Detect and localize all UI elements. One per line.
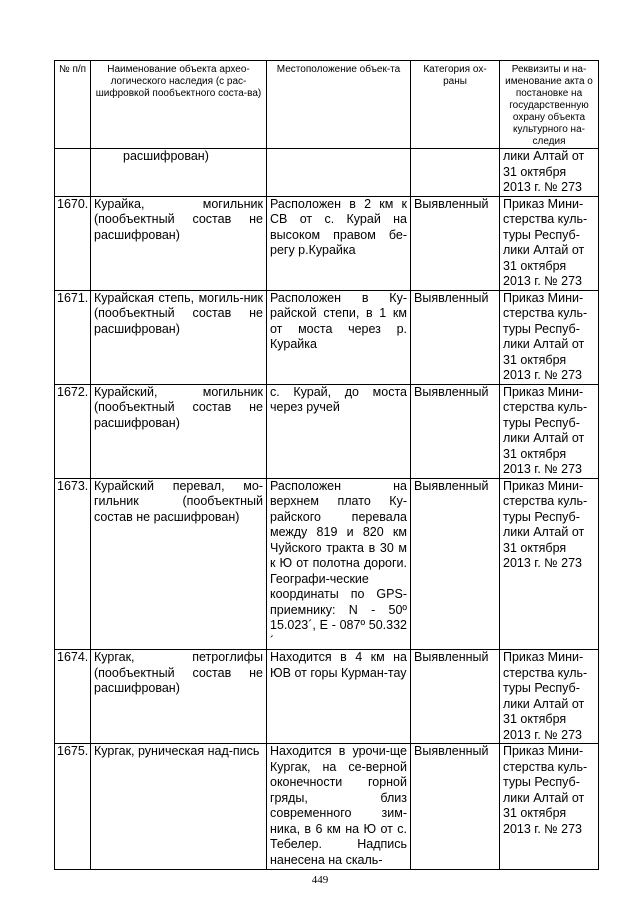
cell-num: 1671.: [55, 290, 91, 384]
cell-num: 1670.: [55, 196, 91, 290]
cell-location: Расположен в Ку-райской степи, в 1 км от моста через р. Курайка: [267, 290, 411, 384]
header-act: Реквизиты и на-именование акта о постановке на государственную охрану объекта культурного на-следия: [500, 61, 599, 149]
cell-name: Кургак, руническая над-пись: [91, 744, 267, 870]
table-row: [55, 478, 599, 650]
table-row: [55, 196, 599, 290]
cell-category: Выявленный: [411, 650, 500, 744]
cell-name: Курайский, могильник (пообъектный состав не расшифрован): [91, 384, 267, 478]
cell-act: Приказ Мини-стерства куль-туры Респуб-лики Алтай от 31 октября 2013 г. № 273: [500, 478, 599, 650]
cell-location: Находится в урочи-ще Кургак, на се-верной оконечности горной гряды, близ современного зим-ника, в 6 км на Ю от с. Тебелер. Надпись нанесена на скаль-: [267, 744, 411, 870]
cell-category: Выявленный: [411, 290, 500, 384]
cell-category: Выявленный: [411, 744, 500, 870]
table-row: [55, 384, 599, 478]
cell-act: лики Алтай от 31 октября 2013 г. № 273: [500, 149, 599, 197]
header-name: Наименование объекта архео-логического наследия (с рас-шифровкой пообъектного соста-ва): [91, 61, 267, 149]
cell-category: Выявленный: [411, 384, 500, 478]
cell-name: расшифрован): [91, 149, 267, 197]
cell-category: Выявленный: [411, 196, 500, 290]
cell-name: Курайка, могильник (пообъектный состав не расшифрован): [91, 196, 267, 290]
cell-act: Приказ Мини-стерства куль-туры Респуб-лики Алтай от 31 октября 2013 г. № 273: [500, 650, 599, 744]
cell-location: с. Курай, до моста через ручей: [267, 384, 411, 478]
continuation-row: [55, 149, 599, 197]
cell-location: Расположен на верхнем плато Ку-райского перевала между 819 и 820 км Чуйского тракта в 30 м к Ю от полотна дороги. Географи-ческие координаты по GPS-приемнику: N - 50º 15.023´, E - 087º 50.332´: [267, 478, 411, 650]
header-location: Местоположение объек-та: [267, 61, 411, 149]
header-num: № п/п: [55, 61, 91, 149]
cell-num: 1672.: [55, 384, 91, 478]
table-row: [55, 650, 599, 744]
cell-location: [267, 149, 411, 197]
cell-act: Приказ Мини-стерства куль-туры Респуб-лики Алтай от 31 октября 2013 г. № 273: [500, 196, 599, 290]
cell-name: Кургак, петроглифы (пообъектный состав не расшифрован): [91, 650, 267, 744]
cell-num: 1673.: [55, 478, 91, 650]
cell-location: Находится в 4 км на ЮВ от горы Курман-тау: [267, 650, 411, 744]
table-row: [55, 744, 599, 870]
cell-category: [411, 149, 500, 197]
header-category: Категория ох-раны: [411, 61, 500, 149]
cell-location: Расположен в 2 км к СВ от с. Курай на высоком правом бе-регу р.Курайка: [267, 196, 411, 290]
cell-name: Курайский перевал, мо-гильник (пообъектный состав не расшифрован): [91, 478, 267, 650]
cell-num: 1674.: [55, 650, 91, 744]
cell-num: [55, 149, 91, 197]
cell-act: Приказ Мини-стерства куль-туры Респуб-лики Алтай от 31 октября 2013 г. № 273: [500, 744, 599, 870]
heritage-table: [54, 60, 599, 870]
page-number: 449: [311, 874, 329, 886]
table-header-row: [55, 61, 599, 149]
cell-name: Курайская степь, могиль-ник (пообъектный состав не расшифрован): [91, 290, 267, 384]
cell-category: Выявленный: [411, 478, 500, 650]
cell-act: Приказ Мини-стерства куль-туры Респуб-лики Алтай от 31 октября 2013 г. № 273: [500, 290, 599, 384]
cell-act: Приказ Мини-стерства куль-туры Респуб-лики Алтай от 31 октября 2013 г. № 273: [500, 384, 599, 478]
cell-num: 1675.: [55, 744, 91, 870]
table-row: [55, 290, 599, 384]
